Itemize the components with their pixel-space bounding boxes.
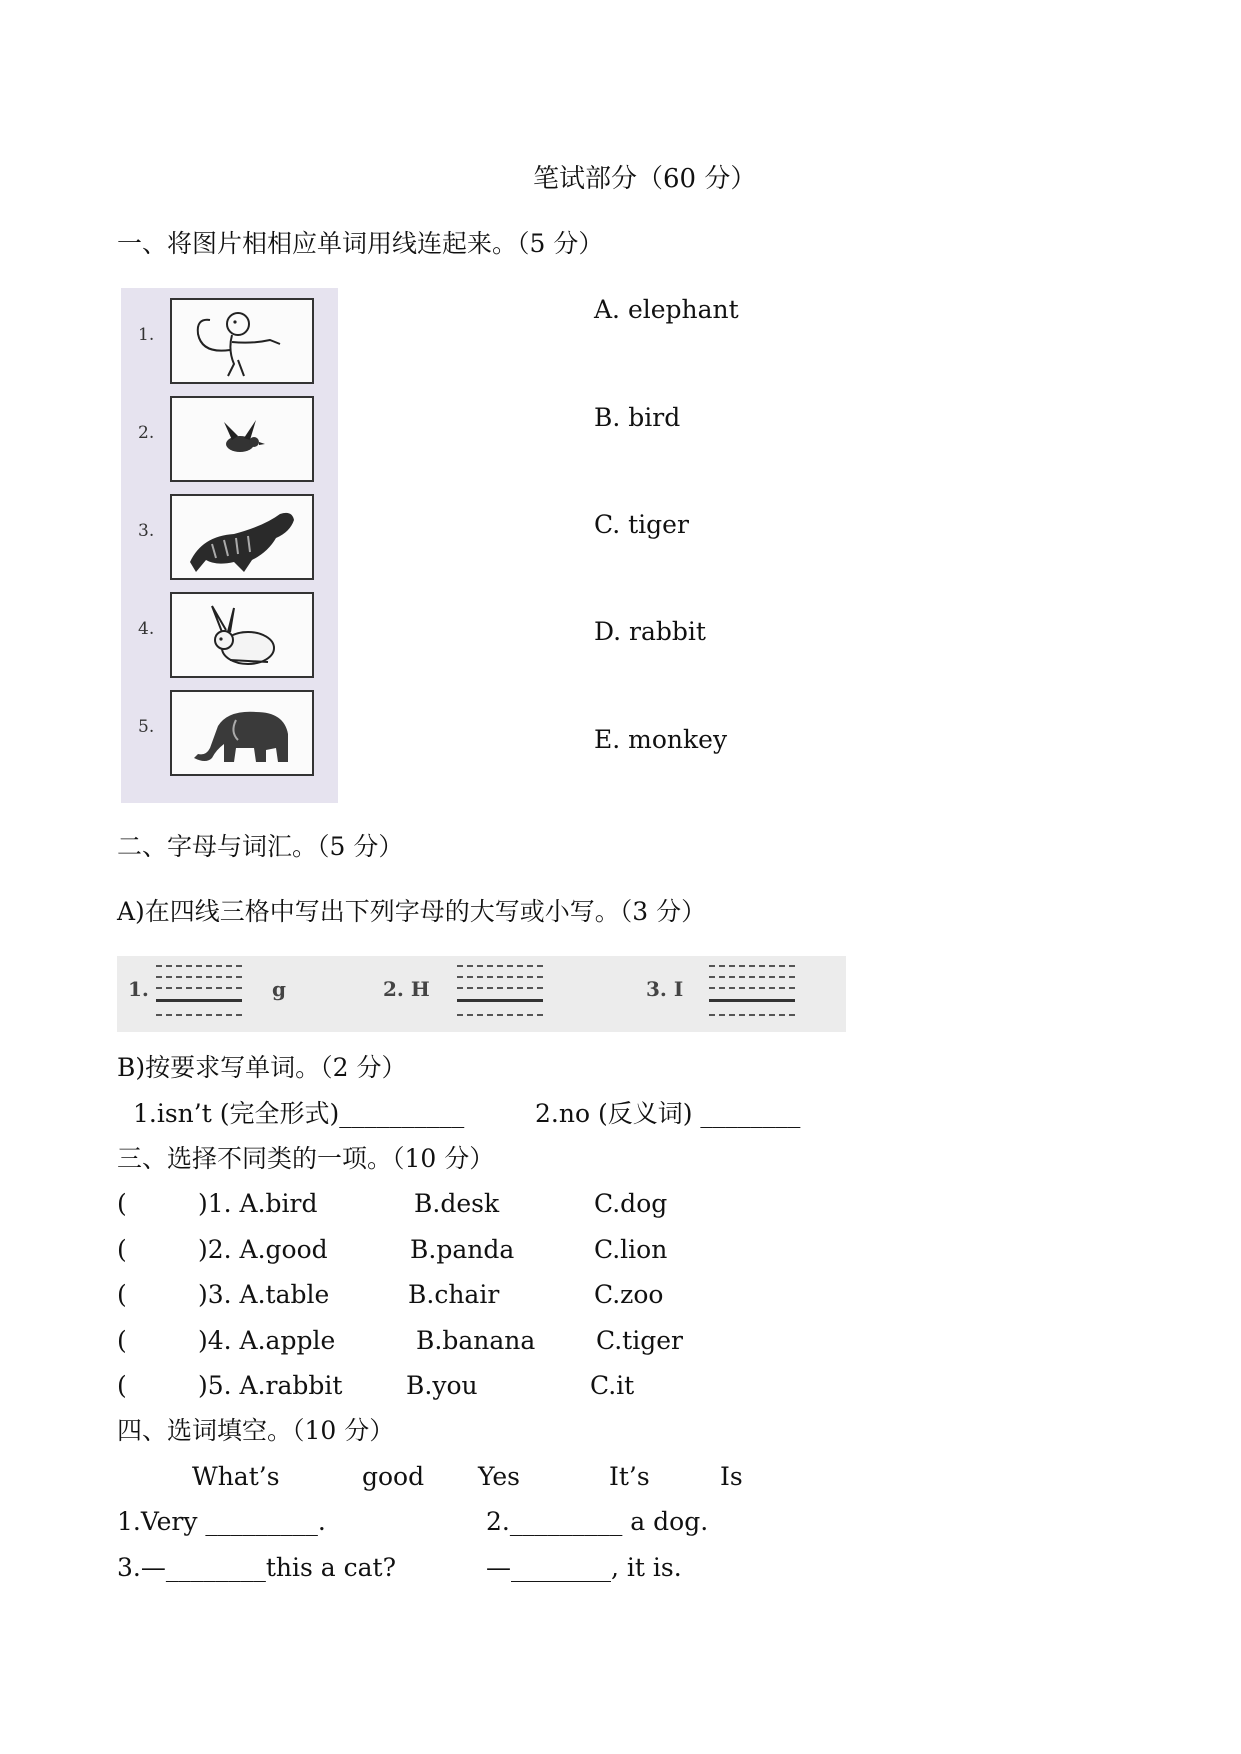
choice-a: )1. A.bird xyxy=(198,1189,318,1218)
word-bank-item: good xyxy=(362,1462,425,1491)
answer-paren: ( xyxy=(117,1371,127,1400)
choice-c: C.tiger xyxy=(596,1326,683,1355)
fill-q3: 3.—________this a cat? xyxy=(117,1553,396,1582)
fill-q2: 2._________ a dog. xyxy=(486,1507,709,1536)
picture-box xyxy=(170,396,314,482)
picture-number: 1. xyxy=(138,325,155,345)
picture-row xyxy=(121,582,338,680)
picture-box xyxy=(170,592,314,678)
answer-paren: ( xyxy=(117,1280,127,1309)
word-bank-item: Yes xyxy=(478,1462,520,1491)
section2b-heading: B)按要求写单词。（2 分） xyxy=(117,1053,407,1082)
choice-a: )4. A.apple xyxy=(198,1326,336,1355)
choice-b: B.chair xyxy=(408,1280,500,1309)
page-title: 笔试部分（60 分） xyxy=(533,164,757,194)
choice-c: C.it xyxy=(590,1371,635,1400)
fill-q4: —________, it is. xyxy=(486,1553,682,1582)
section2a-heading: A)在四线三格中写出下列字母的大写或小写。（3 分） xyxy=(117,897,707,926)
bird-icon xyxy=(172,398,312,480)
letter-item-letter: g xyxy=(272,977,286,1001)
elephant-icon xyxy=(172,692,312,774)
option-d: D. rabbit xyxy=(594,617,706,646)
picture-strip xyxy=(121,288,338,803)
option-e: E. monkey xyxy=(594,725,728,754)
tiger-icon xyxy=(172,496,312,578)
section2-heading: 二、字母与词汇。（5 分） xyxy=(117,832,404,861)
word-bank-item: It’s xyxy=(609,1462,650,1491)
fill-q1: 1.Very _________. xyxy=(117,1507,326,1536)
answer-paren: ( xyxy=(117,1326,127,1355)
answer-paren: ( xyxy=(117,1235,127,1264)
section3-heading: 三、选择不同类的一项。（10 分） xyxy=(117,1144,495,1173)
choice-b: B.panda xyxy=(410,1235,515,1264)
option-c: C. tiger xyxy=(594,510,689,539)
rabbit-icon xyxy=(172,594,312,676)
section4-heading: 四、选词填空。（10 分） xyxy=(117,1416,395,1445)
picture-number: 2. xyxy=(138,423,155,443)
choice-c: C.zoo xyxy=(594,1280,664,1309)
choice-b: B.banana xyxy=(416,1326,536,1355)
picture-row xyxy=(121,386,338,484)
choice-c: C.dog xyxy=(594,1189,668,1218)
picture-number: 5. xyxy=(138,717,155,737)
section1-heading: 一、将图片相相应单词用线连起来。（5 分） xyxy=(117,229,604,258)
letter-item-number: 3. I xyxy=(646,977,684,1001)
picture-box xyxy=(170,298,314,384)
option-a: A. elephant xyxy=(594,295,739,324)
word-bank-item: What’s xyxy=(192,1462,280,1491)
letter-item-number: 1. xyxy=(128,977,149,1001)
picture-box xyxy=(170,494,314,580)
section2b-q1: 1.isn’t (完全形式)__________ xyxy=(133,1099,465,1128)
choice-a: )3. A.table xyxy=(198,1280,330,1309)
picture-box xyxy=(170,690,314,776)
monkey-icon xyxy=(172,300,312,382)
letter-item-number: 2. H xyxy=(383,977,430,1001)
picture-row xyxy=(121,484,338,582)
choice-b: B.you xyxy=(406,1371,478,1400)
picture-number: 4. xyxy=(138,619,155,639)
picture-row xyxy=(121,680,338,778)
letter-writing-strip xyxy=(117,956,846,1032)
choice-a: )2. A.good xyxy=(198,1235,328,1264)
choice-b: B.desk xyxy=(414,1189,500,1218)
choice-a: )5. A.rabbit xyxy=(198,1371,343,1400)
section2b-q2: 2.no (反义词) ________ xyxy=(535,1099,801,1128)
answer-paren: ( xyxy=(117,1189,127,1218)
picture-row xyxy=(121,288,338,386)
picture-number: 3. xyxy=(138,521,155,541)
word-bank-item: Is xyxy=(720,1462,743,1491)
choice-c: C.lion xyxy=(594,1235,668,1264)
option-b: B. bird xyxy=(594,403,681,432)
